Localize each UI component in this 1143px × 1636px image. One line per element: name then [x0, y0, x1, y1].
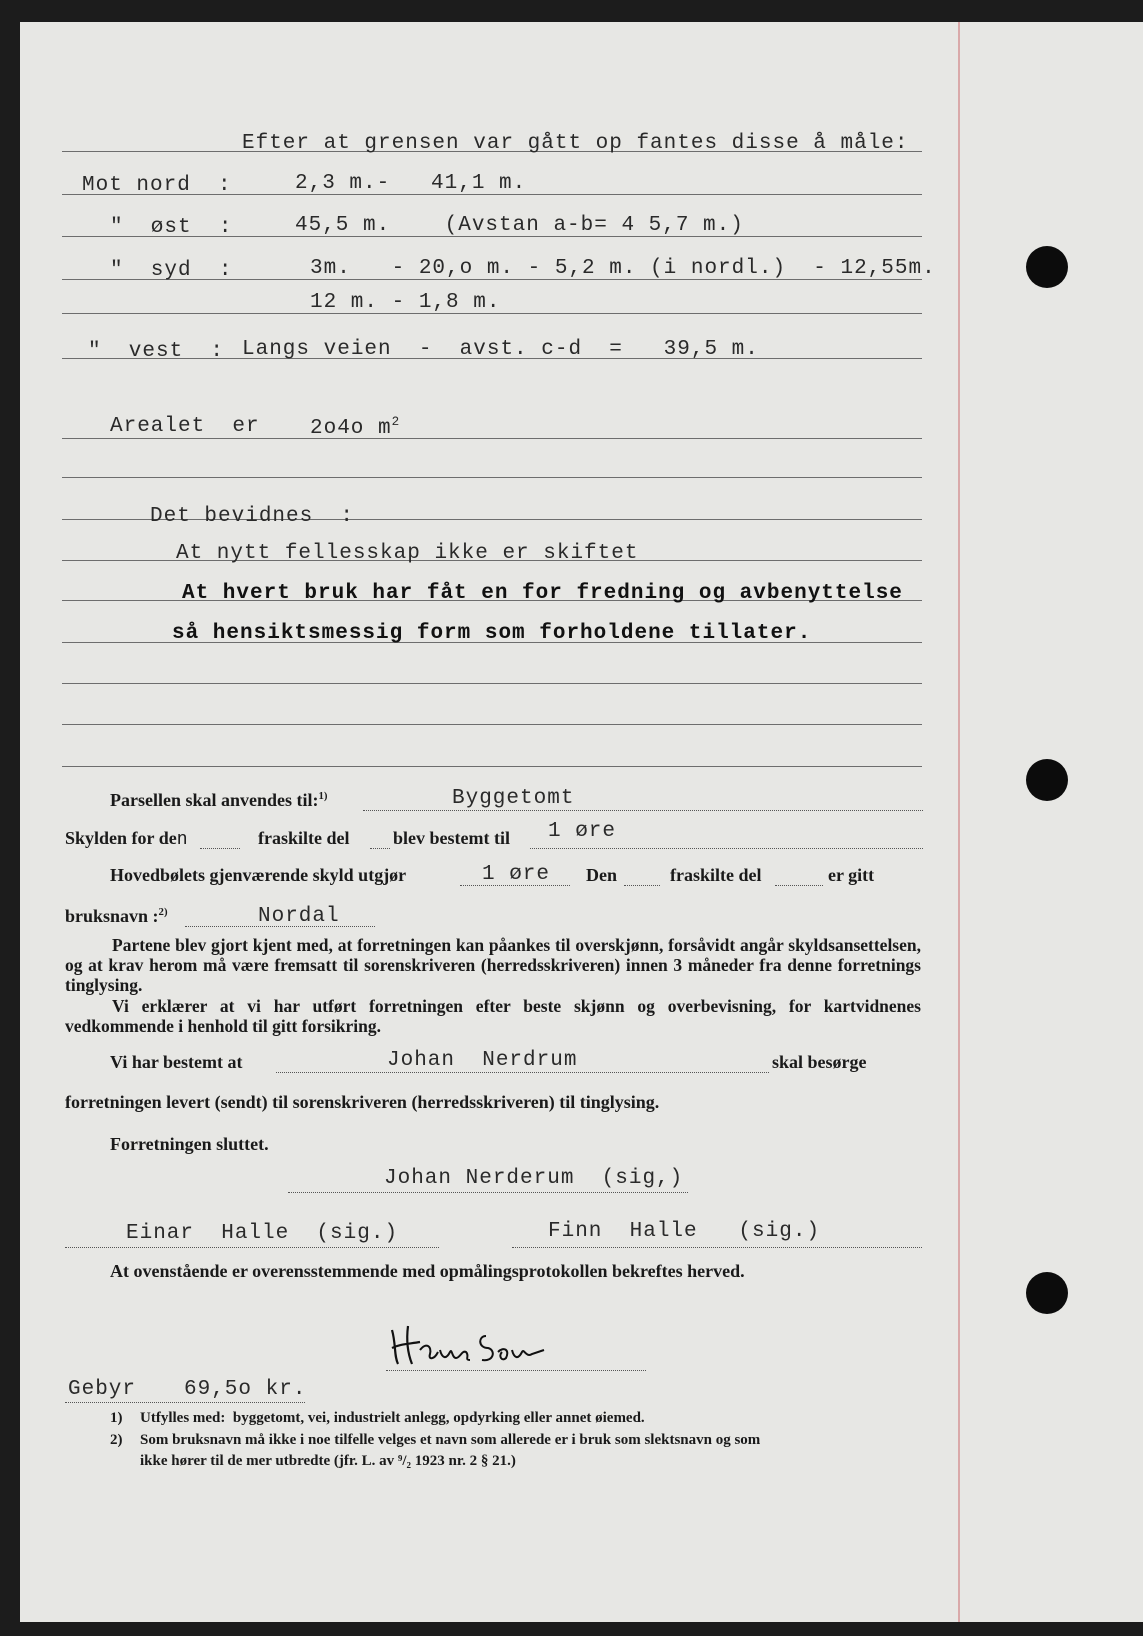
measure-label-syd: " syd : [110, 259, 233, 282]
testimony-line-2: At hvert bruk har fåt en for fredning og avbenyttelse [182, 582, 903, 605]
ruled-line [62, 438, 922, 439]
signature-left: Einar Halle (sig.) [126, 1222, 399, 1245]
skyld-label: Skylden for den [65, 828, 188, 850]
besorge-label: skal besørge [772, 1052, 867, 1072]
measure-value-syd: 3m. - 20,o m. - 5,2 m. (i nordl.) - 12,55m. [310, 257, 936, 280]
punch-hole-top [1026, 246, 1068, 288]
bruksnavn-value: Nordal [258, 905, 340, 928]
declaration-paragraph: Vi erklærer at vi har utført forretningen efter beste skjønn og overbevisning, for kartvidnenes vedkommende i henhold til gitt forsikring. [65, 996, 921, 1036]
area-label: Arealet er [110, 415, 260, 438]
ruled-line [62, 724, 922, 725]
signature-line-main [288, 1192, 688, 1193]
skyld-line [530, 848, 923, 849]
ruled-line [62, 766, 922, 767]
fraskilte-line [775, 885, 823, 886]
signature-line-right [512, 1247, 922, 1248]
signature-right: Finn Halle (sig.) [548, 1220, 821, 1243]
skyld-fill-line [200, 848, 240, 849]
area-value: 2o4o $m^2$ [310, 415, 401, 440]
testimony-line-1: At nytt fellesskap ikke er skiftet [176, 542, 639, 565]
skyld-dots [370, 848, 390, 849]
use-line [363, 810, 923, 811]
use-value: Byggetomt [452, 787, 575, 810]
measure-value-vest: Langs veien - avst. c-d = 39,5 m. [242, 338, 759, 361]
measure-value-nord: 2,3 m.- 41,1 m. [295, 172, 527, 195]
punch-hole-middle [1026, 759, 1068, 801]
den-label: Den [586, 865, 617, 885]
skyld-value: 1 øre [548, 820, 617, 843]
measure-label-nord: Mot nord : [82, 174, 232, 197]
bestemt-label: Vi har bestemt at [110, 1052, 243, 1072]
fee-value: 69,5o kr. [184, 1378, 307, 1401]
ruled-line [62, 683, 922, 684]
measure-label-ost: " øst : [110, 216, 233, 239]
sluttet-text: Forretningen sluttet. [110, 1134, 269, 1154]
document-page [20, 22, 1143, 1622]
footnote-1-mark: 1) [110, 1410, 123, 1426]
certification-text: At ovenstående er overensstemmende med opmålingsprotokollen bekreftes herved. [110, 1261, 745, 1281]
margin-line [958, 22, 960, 1622]
measure-value-syd-cont: 12 m. - 1,8 m. [310, 291, 501, 314]
signature-main: Johan Nerderum (sig,) [384, 1167, 684, 1190]
fee-label: Gebyr [68, 1378, 137, 1401]
fraskilte-label: fraskilte del [670, 865, 762, 885]
use-label: Parsellen skal anvendes til:$^{1)}$ [110, 790, 328, 810]
remaining-label: Hovedbølets gjenværende skyld utgjør [110, 865, 407, 885]
bestemt-value: Johan Nerdrum [387, 1049, 578, 1072]
handwritten-signature [386, 1320, 546, 1368]
levert-text: forretningen levert (sendt) til sorenskriveren (herredsskriveren) til tinglysing. [65, 1092, 660, 1112]
measure-value-ost: 45,5 m. (Avstan a-b= 4 5,7 m.) [295, 214, 744, 237]
fee-line [65, 1402, 305, 1403]
remaining-value: 1 øre [482, 863, 551, 886]
testimony-heading: Det bevidnes : [150, 505, 355, 528]
certifier-line [386, 1370, 646, 1371]
measures-intro: Efter at grensen var gått op fantes disse å måle: [242, 132, 909, 155]
er-gitt-label: er gitt [828, 865, 875, 885]
footnote-2-mark: 2) [110, 1432, 123, 1448]
bruksnavn-label: bruksnavn :$^{2)}$ [65, 906, 168, 926]
punch-hole-bottom [1026, 1272, 1068, 1314]
ruled-line [62, 477, 922, 478]
footnote-2-line-2: ikke hører til de mer utbredte (jfr. L. av ⁹/₂ 1923 nr. 2 § 21.) [140, 1453, 516, 1469]
den-line [624, 885, 660, 886]
testimony-line-3: så hensiktsmessig form som forholdene tillater. [172, 622, 812, 645]
measure-label-vest: " vest : [88, 340, 225, 363]
signature-line-left [65, 1247, 439, 1248]
footnote-2-line-1: Som bruksnavn må ikke i noe tilfelle velges et navn som allerede er i bruk som slektsnavn og som [140, 1432, 761, 1448]
appeal-paragraph: Partene blev gjort kjent med, at forretningen kan påankes til overskjønn, forsåvidt angår skyldsansettelsen, og at krav herom må være fremsatt til sorenskriveren (herredsskriveren) innen 3 måneder fra denne forretnings tinglysing. [65, 935, 921, 995]
skyld-bestemt-label: blev bestemt til [393, 828, 510, 848]
skyld-fraskilte-label: fraskilte del [258, 828, 350, 848]
bestemt-line [276, 1072, 769, 1073]
footnote-1-text: Utfylles med: byggetomt, vei, industrielt anlegg, opdyrking eller annet øiemed. [140, 1410, 645, 1426]
